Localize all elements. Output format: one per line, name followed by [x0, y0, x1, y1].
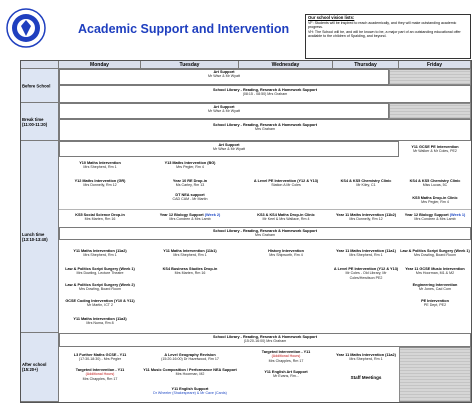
event-library-before: School Library - Reading, Research & Homework Support (08:15 - 08:50) Mrs Graham [212, 88, 317, 97]
page-title: Academic Support and Intervention [78, 22, 290, 36]
event-further-maths: L3 Further Maths GCSE - Y11 (17:30-18:30) - Mrs Pegler [73, 353, 127, 362]
header-monday: Monday [59, 61, 141, 69]
event-maths-y11-thursday: Year 11 Maths Intervention (11b2) Mrs Donnelly, Rm 12 [336, 213, 396, 222]
event-chem-friday: KS4 & KS5 Chemistry Clinic Miss Lucas, 5C [409, 179, 461, 188]
event-maths-y10: Y10 Maths Intervention Mrs Shepherd, Rm 1 [79, 161, 121, 170]
divider [59, 209, 471, 210]
row-break [21, 103, 59, 141]
event-pe-friday: PE Intervention PE Dept, PE2 [421, 299, 449, 308]
event-art-break: Art Support Mr Wise & Mr Wyatt [208, 105, 240, 114]
row-after-label: After school (15:20+) [22, 362, 47, 372]
event-law-monday-1: Law & Politics Script Surgery (Week 1) Mrs Dowling, Lecture Theatre [65, 267, 135, 276]
event-maths-y11-thursday-2: Year 11 Maths Intervention (11a1) Mrs Shepherd, Rm 1 [336, 249, 396, 258]
event-english-y11: Y11 English Support Dr Wheeler (Shakespeare) & Mr Cave (Cards) [153, 387, 227, 396]
event-maths-y11-monday: Y11 Maths Intervention (11a2) Mrs Shepherd, Rm 1 [73, 249, 127, 258]
header-corner [21, 61, 59, 69]
event-music-y11: Year 11 GCSE Music Intervention Mrs Hoorman, M1 & M2 [405, 267, 465, 276]
event-maths-y12: Y12 Maths Intervention (GR) Mrs Donnelly, Rm 12 [74, 179, 126, 188]
event-art-lunch: Art Support Mr Wise & Mr Wyatt [213, 143, 245, 152]
vision-line-2: VH: The School will be, and will be known to be, a major part of an outstanding educational offer available to the children of Spalding, and beyond. [308, 29, 461, 39]
event-maths-y11-monday-2: Y11 Maths Intervention (11a3) Mrs Numa, Rm 8 [73, 317, 127, 326]
row-before-school-label: Before School [22, 83, 51, 88]
event-chem-thursday: KS4 & KS5 Chemistry Clinic Mr Kiley, C1 [340, 179, 392, 188]
event-ks5-social: KS5 Social Science Drop-in Mrs Marten, Rm 16 [75, 213, 125, 222]
event-pe-alevel: A Level PE Intervention (Y12 & Y13) Station A Mr Coles [253, 179, 319, 188]
event-library-lunch: School Library - Reading, Research & Homework Support Mrs Graham [212, 229, 317, 238]
row-after-school [21, 333, 59, 402]
event-gcse-coding: GCSE Coding Intervention (Y10 & Y11) Mr Martin, ICT 2 [65, 299, 135, 308]
row-lunch-label: Lunch time (13:10-13:40) [22, 231, 48, 242]
vision-line-1: VF: Students will be inspired to reach academically, and they will make outstanding academic progress. [308, 20, 457, 30]
school-crest-logo [6, 8, 46, 48]
event-targeted-monday: Targeted Intervention - Y11 (Additional Hours) Mrs Chapples, Rm 17 [75, 368, 125, 381]
event-gcse-pe: Y11 GCSE PE Intervention Mr Walker & Mr Coles, PE2 [411, 145, 459, 154]
event-art-before: Art Support Mr Wise & Mr Wyatt [208, 70, 240, 79]
event-ks5-maths: KS5 Maths Drop-in Clinic Mrs Pegler, Rm 4 [412, 196, 458, 205]
event-maths-y13: Y13 Maths Intervention (BG) Mrs Pegler, Rm 4 [164, 161, 216, 170]
vision-box [305, 14, 471, 59]
event-maths-y11-thursday-3: Year 11 Maths Intervention (11a2) Mrs Shepherd, Rm 1 [336, 353, 396, 362]
event-maths-y11-tuesday: Y11 Maths Intervention (11b1) Mrs Shepherd, Rm 1 [163, 249, 217, 258]
event-ks4-business: KS4 Business Studies Drop-in Mrs Marten, Rm 16 [162, 267, 218, 276]
row-before-school [21, 69, 59, 103]
event-history: History Intervention Mrs Shipworth, Rm 4 [268, 249, 304, 258]
event-engineering: Engineering Intervention Mr Jones, Cad Com [412, 283, 458, 292]
row-lunch [21, 141, 59, 333]
event-library-break: School Library - Reading, Research & Homework Support Mrs Graham [212, 123, 317, 132]
header-friday: Friday [399, 61, 471, 69]
event-law-friday: Law & Politics Script Surgery (Week 1) Mrs Dowling, Board Room [400, 249, 470, 258]
row-break-label: Break time (11:00-11:20) [22, 116, 48, 127]
timetable-grid [20, 60, 472, 403]
event-targeted-wednesday: Targeted Intervention - Y11 (Additional Hours) Mrs Chapples, Rm 17 [261, 350, 311, 363]
header-thursday: Thursday [333, 61, 399, 69]
vision-heading: Our school vision lists: [308, 15, 355, 20]
event-bio-y12-friday: Year 12 Biology Support (Week 1) Mrs Condren & Mrs Lamb [404, 213, 466, 222]
event-dropin-y10: Year 10 RE Drop-in Ms Carley, Rm 13 [172, 179, 208, 188]
staff-meetings: Staff Meetings [350, 375, 382, 380]
event-law-monday-2: Law & Politics Script Surgery (Week 2) Mrs Dowling, Board Room [65, 283, 135, 292]
unavailable-block [399, 347, 471, 402]
event-geography-revision: A Level Geography Revision (15:20-16:00) Dr Hazelwood, Rm 17 [161, 353, 219, 362]
event-music-composition: Y11 Music Composition / Performance NEA Support Mrs Hoorman, M2 [143, 368, 237, 377]
event-bio-y12-tuesday: Year 12 Biology Support (Week 2) Mrs Condren & Mrs Lamb [159, 213, 221, 222]
event-dt-nea: DT NEA support CAD CAM - Mr Martin [172, 193, 208, 202]
event-pe-thursday: A Level PE Intervention (Y12 & Y13) Mr Coles - Old Library, Mr Coles/Hewitson PE2 [333, 267, 399, 280]
unavailable-block [389, 103, 471, 119]
event-english-art: Y11 English Art Support Mr Evans, Rm... [264, 370, 308, 379]
event-library-after: School Library - Reading, Research & Homework Support (15:20-16:00) Mrs Graham [212, 335, 317, 344]
event-ks3-maths: KS3 & KS4 Maths Drop-in Clinic Mr Keel & Mrs Wallace, Rm 4 [257, 213, 315, 222]
unavailable-block [389, 69, 471, 85]
header-tuesday: Tuesday [141, 61, 239, 69]
header-wednesday: Wednesday [239, 61, 333, 69]
